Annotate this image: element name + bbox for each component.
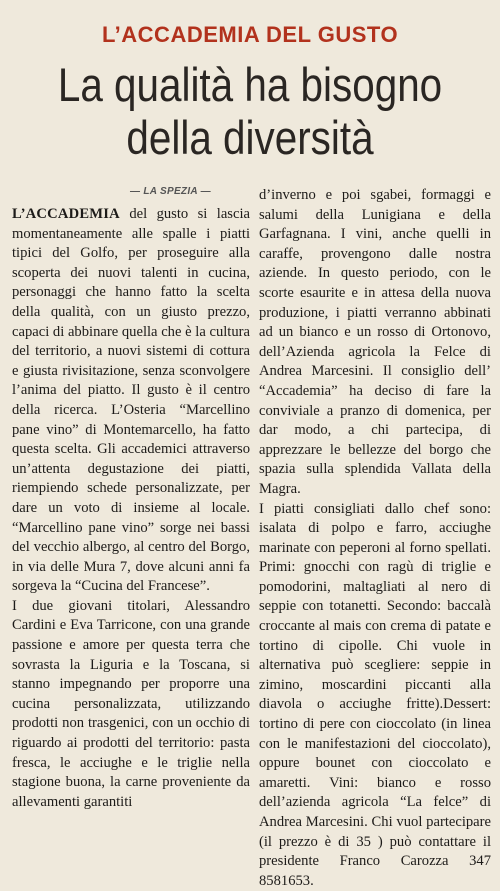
dateline: — LA SPEZIA — <box>130 186 250 197</box>
paragraph: I due giovani titolari, Alessandro Cardini e Eva Tarricone, con una grande passione e amore per questa terra che sovrasta la Liguria e la Toscana, si stanno impegnando per proporre una cucina personalizzata, utilizzando prodotti non trasgenici, con un occhio di riguardo ai prodotti del territorio: pasta fresca, le acciughe e le triglie nella stagione buona, la carne proveniente da allevamenti garantiti <box>12 597 250 813</box>
headline <box>35 58 465 164</box>
headline-line-2: della diversità <box>35 111 465 164</box>
headline-line-1: La qualità ha bisogno <box>35 58 465 111</box>
lead-caps: L’ACCADEMIA <box>12 206 120 222</box>
paragraph-text: del gusto si lascia momentaneamente alle spalle i piatti tipici del Golfo, per proseguire alla scoperta dei nuovi talenti in cucina, personaggi che hanno fatto la scelta della qualità, con un giusto prezzo, capaci di abbinare quella che è la cultura del territorio, a nuovi sistemi di cottura e giusta rivisitazione, senza sconvolgere l’anima del piatto. Il gusto è il centro della ricerca. L’Osteria “Marcellino pane vino” di Montemarcello, ha fatto questa scelta. Gli accademici attraverso un’attenta degustazione dei piatti, riempiendo schede personalizzate, per dare un voto di insieme al locale. “Marcellino pane vino” sorge nei bassi del vecchio albergo, al centro del Borgo, in via delle Mura 7, dove alcuni anni fa sorgeva la “Cucina del Francese”. <box>12 206 250 594</box>
article-column-left <box>12 205 250 812</box>
paragraph: I piatti consigliati dallo chef sono: isalata di polpo e farro, acciughe marinate con peperoni al forno spellati. Primi: gnocchi con ragù di triglie e pomodorini, maltagliati al nero di seppie con totanetti. Secondo: baccalà croccante al mais con crema di patate e tortino di cipolle. Chi vuole in alternativa può scegliere: seppie in zimino, moscardini piccanti alla diavola o acciughe fritte).Dessert: tortino di pere con cioccolato (in linea con le manifestazioni del cioccolato), oppure bounet con cioccolato e amaretti. Vini: bianco e rosso dell’azienda agricola “La felce” di Andrea Marcesini. Chi vuol partecipare (il prezzo è di 35 ) può contattare il presidente Franco Carozza 347 8581653. <box>259 500 491 891</box>
section-kicker: L’ACCADEMIA DEL GUSTO <box>0 22 500 48</box>
paragraph: d’inverno e poi sgabei, formaggi e salumi della Lunigiana e della Garfagnana. I vini, anche quelli in caraffe, provengono dalle nostra aziende. In questo periodo, con le scorte esaurite e in attesa della nuova produzione, i piatti verranno abbinati ad un bianco e un rosso di Ortonovo, dell’Azienda agricola la Felce di Andrea Marcesini. Il consiglio dell’ “Accademia” ha deciso di fare la conviviale a pranzo di domenica, per dar modo, a chi partecipa, di apprezzare le bellezze del borgo che spazia sulla splendida Vallata della Magra. <box>259 186 491 500</box>
article-column-right <box>259 186 491 891</box>
paragraph <box>12 205 250 597</box>
